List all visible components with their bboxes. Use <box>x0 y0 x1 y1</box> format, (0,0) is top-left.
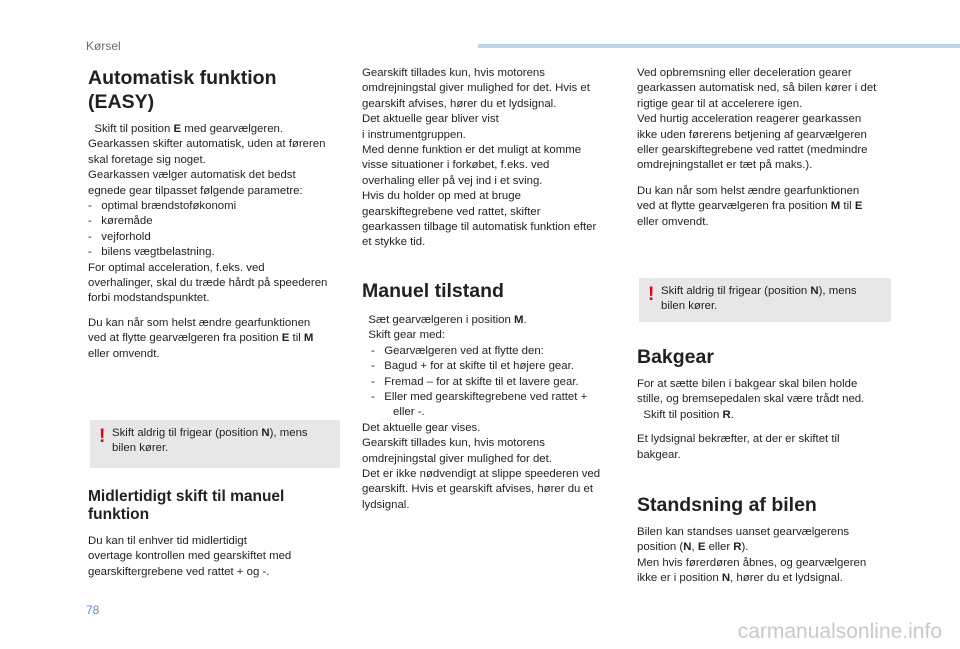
reverse-gear-section <box>637 345 893 463</box>
text-line: Med denne funktion er det muligt at komme <box>362 144 582 157</box>
section-label: Kørsel <box>86 39 121 53</box>
text-line: overtage kontrollen med gearskiftet med <box>88 550 292 563</box>
list-item: - bilens vægtbelastning. <box>88 246 215 259</box>
text-line: ikke uden førerens betjening af gearvælgeren <box>637 128 867 141</box>
stopping-section <box>637 493 893 587</box>
text-line: Det er ikke nødvendigt at slippe speederen ved <box>362 467 601 480</box>
text-line: skal foretage sig noget. <box>88 153 206 166</box>
section-title-stopping: Standsning af bilen <box>637 494 817 516</box>
subsection-title: funktion <box>88 506 150 523</box>
text-line: ved at flytte gearvælgeren fra position M til E <box>637 200 863 213</box>
text-line: Gearskift tillades kun, hvis motorens <box>362 437 545 450</box>
list-item: - Eller med gearskiftegrebene ved rattet + <box>371 390 588 403</box>
text-line: visse situationer i forkøbet, f.eks. ved <box>362 159 550 172</box>
bullet-line: Skift til position R. <box>643 408 734 421</box>
text-line: position (N, E eller R). <box>637 541 749 554</box>
text-line: rigtige gear til at accelerere igen. <box>637 97 803 110</box>
text-line: Bilen kan standses uanset gearvælgerens <box>637 526 850 538</box>
text-line: gearkassen tilbage til automatisk funktion efter <box>362 221 597 234</box>
section-title-reverse: Bakgear <box>637 346 714 368</box>
text-line: Gearkassen vælger automatisk det bedst <box>88 169 296 182</box>
subsection-title: Midlertidigt skift til manuel <box>88 488 285 505</box>
page-number: 78 <box>86 603 100 617</box>
section-title-manual: Manuel tilstand <box>362 279 504 302</box>
column-2 <box>362 66 616 513</box>
text-line: Ved hurtig acceleration reagerer gearkassen <box>637 113 862 126</box>
text-line: i instrumentgruppen. <box>362 128 466 141</box>
section-title-automatic: Automatisk funktion (EASY) <box>88 67 277 113</box>
text-line: eller omvendt. <box>637 215 709 228</box>
watermark-text: carmanualsonline.info <box>737 620 942 643</box>
text-line: Gearkassen skifter automatisk, uden at føreren <box>88 138 326 151</box>
text-line: Du kan til enhver tid midlertidigt <box>88 535 247 547</box>
text-line: Du kan når som helst ændre gearfunktionen <box>88 316 311 329</box>
text-line: gearskift afvises, hører du et lydsignal. <box>362 97 557 110</box>
list-item: - vejforhold <box>88 230 151 243</box>
list-item: - optimal brændstoføkonomi <box>88 200 237 213</box>
list-item-continuation: eller -. <box>393 406 425 419</box>
header-bar <box>478 44 960 48</box>
text-line: Ved opbremsning eller deceleration gearer <box>637 67 852 79</box>
list-item: - Bagud + for at skifte til et højere gear. <box>371 360 574 373</box>
warning-icon: ! <box>648 284 655 305</box>
text-line: Det aktuelle gear bliver vist <box>362 113 499 126</box>
text-line: ved at flytte gearvælgeren fra position E til M <box>88 332 314 345</box>
text-line: omdrejningstallet er tæt på maks.). <box>637 159 813 172</box>
text-line: bakgear. <box>637 448 681 461</box>
text-line: gearskiftergrebene ved rattet + og -. <box>88 565 270 578</box>
text-line: lydsignal. <box>362 498 410 511</box>
temp-manual-section <box>88 488 342 580</box>
text-line: egnede gear tilpasset følgende parametre: <box>88 184 303 197</box>
text-line: Hvis du holder op med at bruge <box>362 190 521 203</box>
text-line: omdrejningstal giver mulighed for det. Hvis et <box>362 82 590 95</box>
warning-box: ! Skift aldrig til frigear (position N), mens bilen kører. <box>90 420 340 468</box>
column-3 <box>637 66 893 230</box>
text-line: Gearskift tillades kun, hvis motorens <box>362 67 545 79</box>
text-line: gearskift. Hvis et gearskift afvises, hører du et <box>362 483 594 496</box>
text-line: ikke er i position N, hører du et lydsignal. <box>637 572 843 585</box>
list-item: - køremåde <box>88 215 153 228</box>
warning-box: ! Skift aldrig til frigear (position N), mens bilen kører. <box>639 278 891 322</box>
text-line: Men hvis førerdøren åbnes, og gearvælgeren <box>637 556 867 569</box>
list-item: - Fremad – for at skifte til et lavere gear. <box>371 375 579 388</box>
text-line: overhaling eller på vej ind i et sving. <box>362 174 543 187</box>
text-line: For at sætte bilen i bakgear skal bilen holde <box>637 378 858 390</box>
text-line: For optimal acceleration, f.eks. ved <box>88 261 265 274</box>
warning-icon: ! <box>99 426 106 447</box>
list-item: - Gearvælgeren ved at flytte den: <box>371 344 544 357</box>
bullet-line: Skift gear med: <box>368 329 445 342</box>
text-line: eller gearskiftegrebene ved rattet (medmindre <box>637 144 868 157</box>
text-line: overhalinger, skal du træde hårdt på speederen <box>88 277 328 290</box>
bullet-line: Sæt gearvælgeren i position M. <box>368 313 527 326</box>
column-1 <box>88 66 342 362</box>
text-line: gearskiftegrebene ved rattet, skifter <box>362 205 541 218</box>
bullet-line: Skift til position E med gearvælgeren. <box>94 123 284 135</box>
text-line: gearkassen automatisk ned, så bilen kører i det <box>637 82 877 95</box>
text-line: forbi modstandspunktet. <box>88 292 210 305</box>
text-line: et stykke tid. <box>362 236 426 249</box>
text-line: eller omvendt. <box>88 347 160 360</box>
text-line: Du kan når som helst ændre gearfunktionen <box>637 184 860 197</box>
text-line: Det aktuelle gear vises. <box>362 421 481 434</box>
text-line: stille, og bremsepedalen skal være trådt ned. <box>637 393 865 406</box>
text-line: omdrejningstal giver mulighed for det. <box>362 452 552 465</box>
text-line: Et lydsignal bekræfter, at der er skiftet til <box>637 433 840 446</box>
